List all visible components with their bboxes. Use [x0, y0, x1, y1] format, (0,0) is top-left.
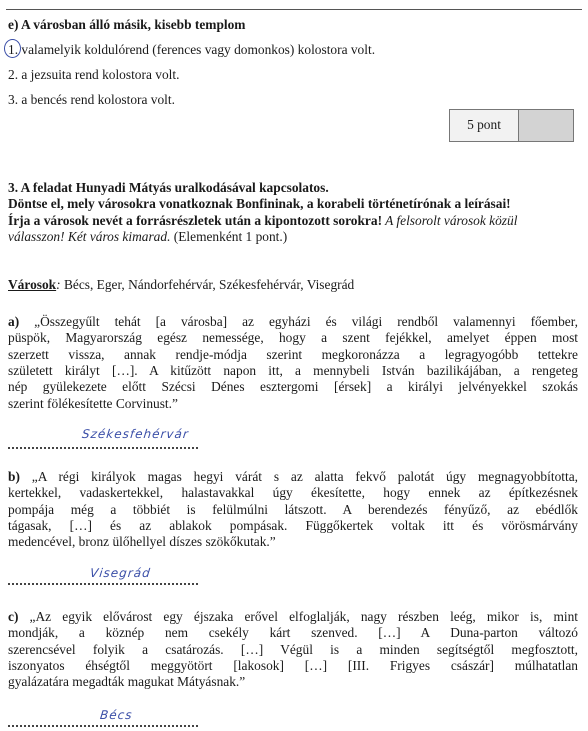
- points-box: [449, 109, 574, 142]
- task3-instruction-3: válasszon! Két város kimarad. (Elemenként 1 pont.): [8, 229, 288, 245]
- source-c: c) „Az egyik elővárost egy éjszaka erővel elfoglalják, nagy részben leég, mikor is, mint mondják, a köznép nem csekély kárt szenved. […] A Duna-parton változó szerencsével folyik a csatározás. […] Végül is a minden segítségtől megfosztott, iszonyatos éhségtől meggyötört [lakosok] […] [III. Frigyes császár] múlhatatlan gyalázatára megadták magukat Mátyásnak.”: [8, 609, 578, 690]
- option-1-number: 1.: [8, 42, 18, 58]
- question-e: [8, 17, 245, 33]
- option-3-number: 3.: [8, 92, 19, 107]
- option-2-number: 2.: [8, 67, 19, 82]
- task3-instruction-1: Döntse el, mely városokra vonatkoznak Bonfininak, a korabeli történetírónak a leírásai!: [8, 196, 511, 212]
- task3-instruction-2: Írja a városok nevét a forrásrészletek után a kipontozott sorokra! A felsorolt városok közül: [8, 212, 518, 228]
- cities-line: Városok: Bécs, Eger, Nándorfehérvár, Székesfehérvár, Visegrád: [8, 277, 355, 292]
- option-2-text: a jezsuita rend kolostora volt.: [18, 67, 180, 82]
- points-score-field[interactable]: [519, 110, 573, 141]
- answer-line-b[interactable]: [8, 583, 198, 585]
- cities-list: Bécs, Eger, Nándorfehérvár, Székesfehérvár, Visegrád: [60, 277, 355, 292]
- top-divider: [6, 9, 582, 10]
- answer-c: Bécs: [99, 708, 134, 722]
- question-e-text: e) A városban álló másik, kisebb templom: [8, 17, 246, 32]
- answer-b: Visegrád: [89, 566, 152, 580]
- option-3-text: a bencés rend kolostora volt.: [18, 92, 175, 107]
- answer-a: Székesfehérvár: [81, 427, 190, 441]
- source-a: a) „Összegyűlt tehát [a városba] az egyházi és világi rendből valamennyi főember, püspök, Magyarország egész nemessége, hogy a szent fejékkel, amelyet éppen most szerzett vissza, annak rendje-módja szerint megkoronázza a legragyogóbb tettekre született királyt […]. A kitűzött napon itt, a mennybeli István bazilikájában, a rengeteg nép gyülekezete előtt Szécsi Dénes esztergomi [érsek] a királyi jelvényekkel szokás szerint fölékesítette Corvinust.”: [8, 314, 578, 411]
- option-1[interactable]: [8, 42, 375, 58]
- option-2[interactable]: [8, 67, 179, 83]
- answer-line-a[interactable]: [8, 447, 198, 449]
- points-label: 5 pont: [450, 110, 519, 141]
- task3-header: [8, 180, 578, 245]
- task3-heading: 3. A feladat Hunyadi Mátyás uralkodásával kapcsolatos.: [8, 180, 329, 195]
- source-b: b) „A régi királyok magas hegyi várát s az alatta fekvő palotát úgy megnagyobbította, kertekkel, vadaskertekkel, halastavakkal úgy ékesítette, hogy ennek az építkezésnek pompája még a többiét is felülmúlni látszott. A berendezés fényűző, az ebédlők tágasak, […] és az ablakok pompásak. Függőkertek voltak itt és vörösmárvány medencével, bronz ülőhellyel díszes szökőkutak.”: [8, 469, 578, 550]
- option-3[interactable]: [8, 92, 175, 108]
- option-1-text: valamelyik koldulórend (ferences vagy domonkos) kolostora volt.: [18, 42, 376, 57]
- selected-circle-mark: [4, 39, 21, 58]
- cities-label: Városok: [8, 277, 57, 292]
- answer-line-c[interactable]: [8, 725, 198, 727]
